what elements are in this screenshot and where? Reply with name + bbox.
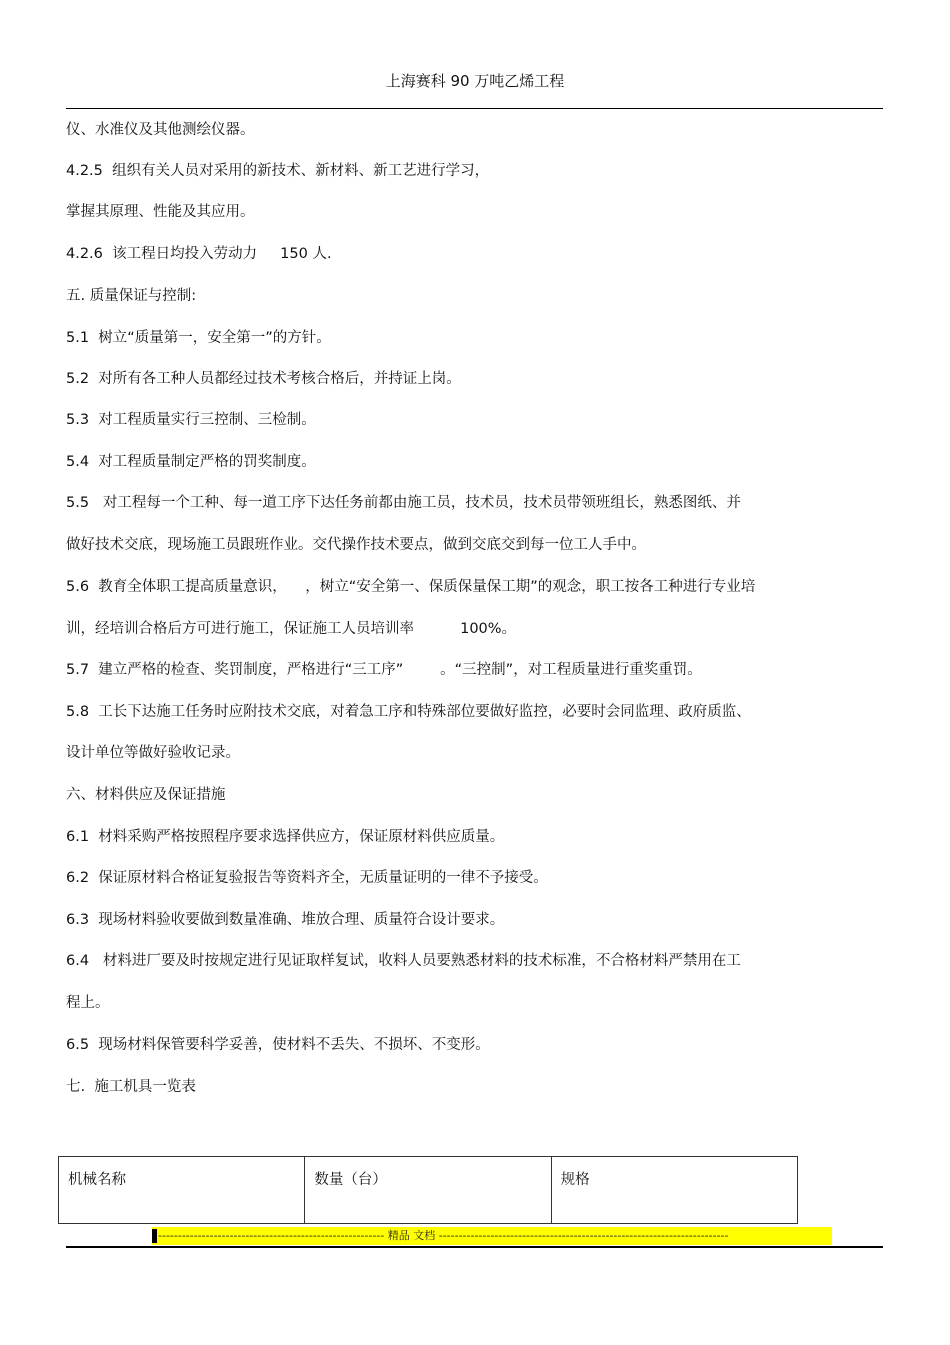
page-header: 上海赛科 90 万吨乙烯工程: [385, 72, 565, 90]
text-line: 5.2 对所有各工种人员都经过技术考核合格后，并持证上岗。: [66, 371, 461, 387]
machine-list-table: [58, 1156, 798, 1224]
column-header-machine-name: 机械名称: [59, 1157, 305, 1224]
text-line: 5.6 教育全体职工提高质量意识， ，树立“安全第一、保质保量保工期”的观念，职工按各工种进行专业培: [66, 579, 756, 595]
text-line: 6.4 材料进厂要及时按规定进行见证取样复试，收料人员要熟悉材料的技术标准，不合格材料严禁用在工: [66, 953, 741, 969]
text-line: 5.4 对工程质量制定严格的罚奖制度。: [66, 454, 316, 470]
text-line: 设计单位等做好验收记录。: [66, 745, 240, 761]
header-rule: [66, 108, 883, 109]
text-line: 6.2 保证原材料合格证复验报告等资料齐全，无质量证明的一律不予接受。: [66, 870, 548, 886]
section-heading: 五. 质量保证与控制:: [66, 288, 197, 304]
footer-rule: [66, 1246, 883, 1248]
text-line: 6.3 现场材料验收要做到数量准确、堆放合理、质量符合设计要求。: [66, 912, 505, 928]
section-heading: 七. 施工机具一览表: [66, 1079, 196, 1095]
footer-text: --------------------------------------------------------- 精品 文档 -------------------------------------------------------------------------: [158, 1229, 729, 1242]
column-header-quantity: 数量（台）: [305, 1157, 551, 1224]
text-line: 训，经培训合格后方可进行施工，保证施工人员培训率 100%。: [66, 621, 517, 637]
section-heading: 六、材料供应及保证措施: [66, 787, 226, 803]
text-line: 程上。: [66, 995, 110, 1011]
footer-marker: [152, 1229, 157, 1243]
text-line: 5.7 建立严格的检查、奖罚制度，严格进行“三工序” 。“三控制”，对工程质量进行重奖重罚。: [66, 662, 702, 678]
footer-banner: [152, 1227, 832, 1245]
text-line: 6.1 材料采购严格按照程序要求选择供应方，保证原材料供应质量。: [66, 829, 505, 845]
text-line: 4.2.6 该工程日均投入劳动力 150 人.: [66, 246, 332, 262]
table-header-row: [59, 1157, 798, 1224]
text-line: 6.5 现场材料保管要科学妥善，使材料不丢失、不损坏、不变形。: [66, 1037, 490, 1053]
text-line: 仪、水准仪及其他测绘仪器。: [66, 122, 255, 138]
text-line: 5.8 工长下达施工任务时应附技术交底，对着急工序和特殊部位要做好监控，必要时会同监理、政府质监、: [66, 704, 751, 720]
text-line: 5.5 对工程每一个工种、每一道工序下达任务前都由施工员，技术员，技术员带领班组长，熟悉图纸、并: [66, 495, 741, 511]
text-line: 掌握其原理、性能及其应用。: [66, 204, 255, 220]
text-line: 5.3 对工程质量实行三控制、三检制。: [66, 412, 316, 428]
text-line: 5.1 树立“质量第一，安全第一”的方针。: [66, 330, 331, 346]
text-line: 4.2.5 组织有关人员对采用的新技术、新材料、新工艺进行学习，: [66, 163, 490, 179]
column-header-spec: 规格: [551, 1157, 797, 1224]
text-line: 做好技术交底，现场施工员跟班作业。交代操作技术要点，做到交底交到每一位工人手中。: [66, 537, 646, 553]
